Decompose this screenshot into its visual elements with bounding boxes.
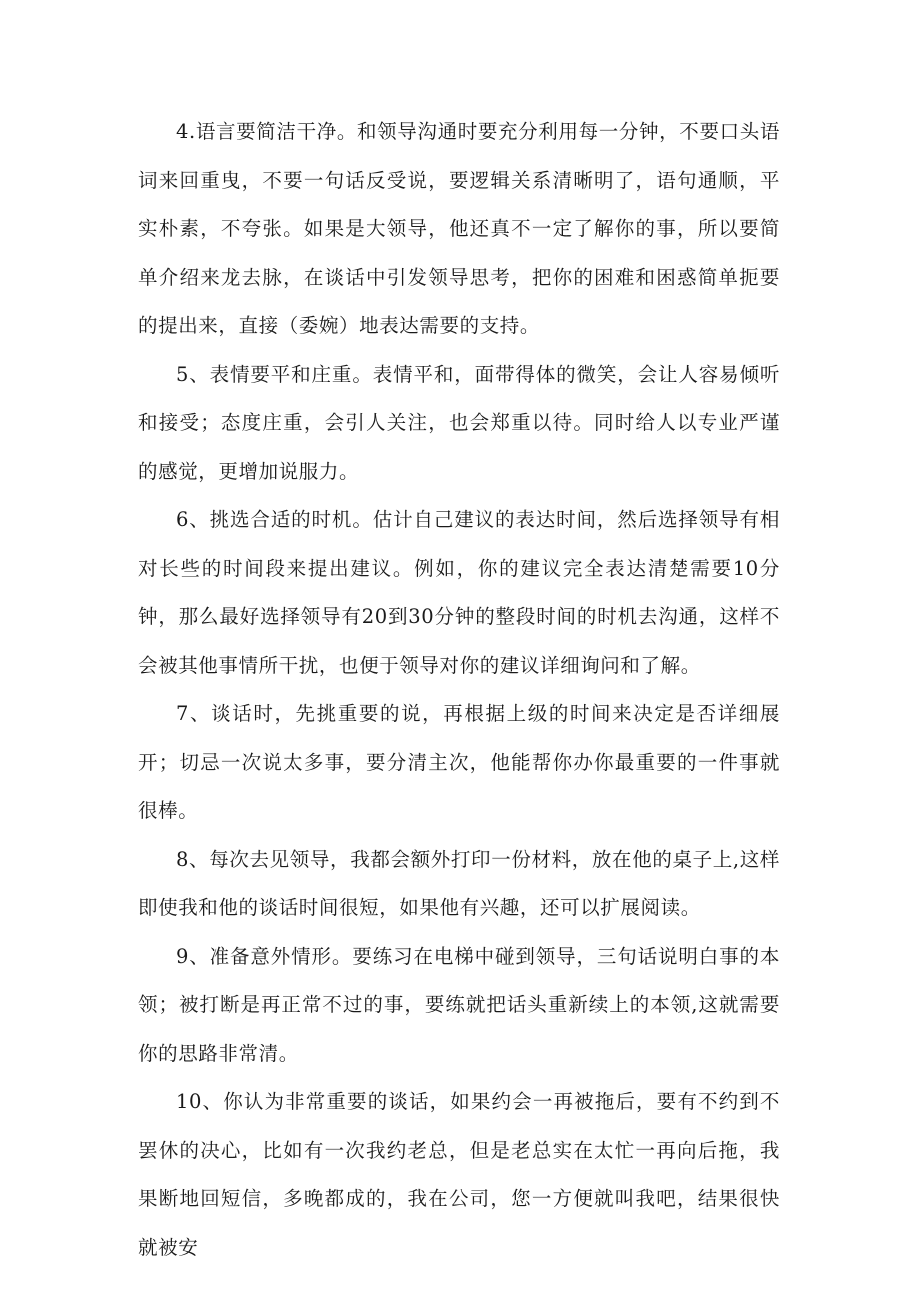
paragraph-6: 6、挑选合适的时机。估计自己建议的表达时间，然后选择领导有相对长些的时间段来提出建议。例如，你的建议完全表达清楚需要10分钟，那么最好选择领导有20到30分钟的整段时间的时机去沟通，这样不会被其他事情所干扰，也便于领导对你的建议详细询问和了解。 (138, 508, 780, 677)
paragraph-9: 9、准备意外情形。要练习在电梯中碰到领导，三句话说明白事的本领；被打断是再正常不过的事，要练就把话头重新续上的本领,这就需要你的思路非常清。 (138, 944, 780, 1065)
paragraph-10: 10、你认为非常重要的谈话，如果约会一再被拖后，要有不约到不罢休的决心，比如有一次我约老总，但是老总实在太忙一再向后拖，我果断地回短信，多晚都成的，我在公司，您一方便就叫我吧，结果很快就被安 (138, 1090, 780, 1259)
paragraph-7: 7、谈话时，先挑重要的说，再根据上级的时间来决定是否详细展开；切忌一次说太多事，要分清主次，他能帮你办你最重要的一件事就很棒。 (138, 702, 780, 822)
document-body (138, 108, 780, 1272)
paragraph-4: 4.语言要简洁干净。和领导沟通时要充分利用每一分钟，不要口头语词来回重曳，不要一句话反受说，要逻辑关系清晰明了，语句通顺，平实朴素，不夸张。如果是大领导，他还真不一定了解你的事，所以要简单介绍来龙去脉，在谈话中引发领导思考，把你的困难和困惑简单扼要的提出来，直接（委婉）地表达需要的支持。 (138, 120, 780, 337)
paragraph-5: 5、表情要平和庄重。表情平和，面带得体的微笑，会让人容易倾听和接受；态度庄重，会引人关注，也会郑重以待。同时给人以专业严谨的感觉，更增加说服力。 (138, 362, 780, 483)
paragraph-8: 8、每次去见领导，我都会额外打印一份材料，放在他的桌子上,这样即使我和他的谈话时间很短，如果他有兴趣，还可以扩展阅读。 (138, 847, 780, 919)
